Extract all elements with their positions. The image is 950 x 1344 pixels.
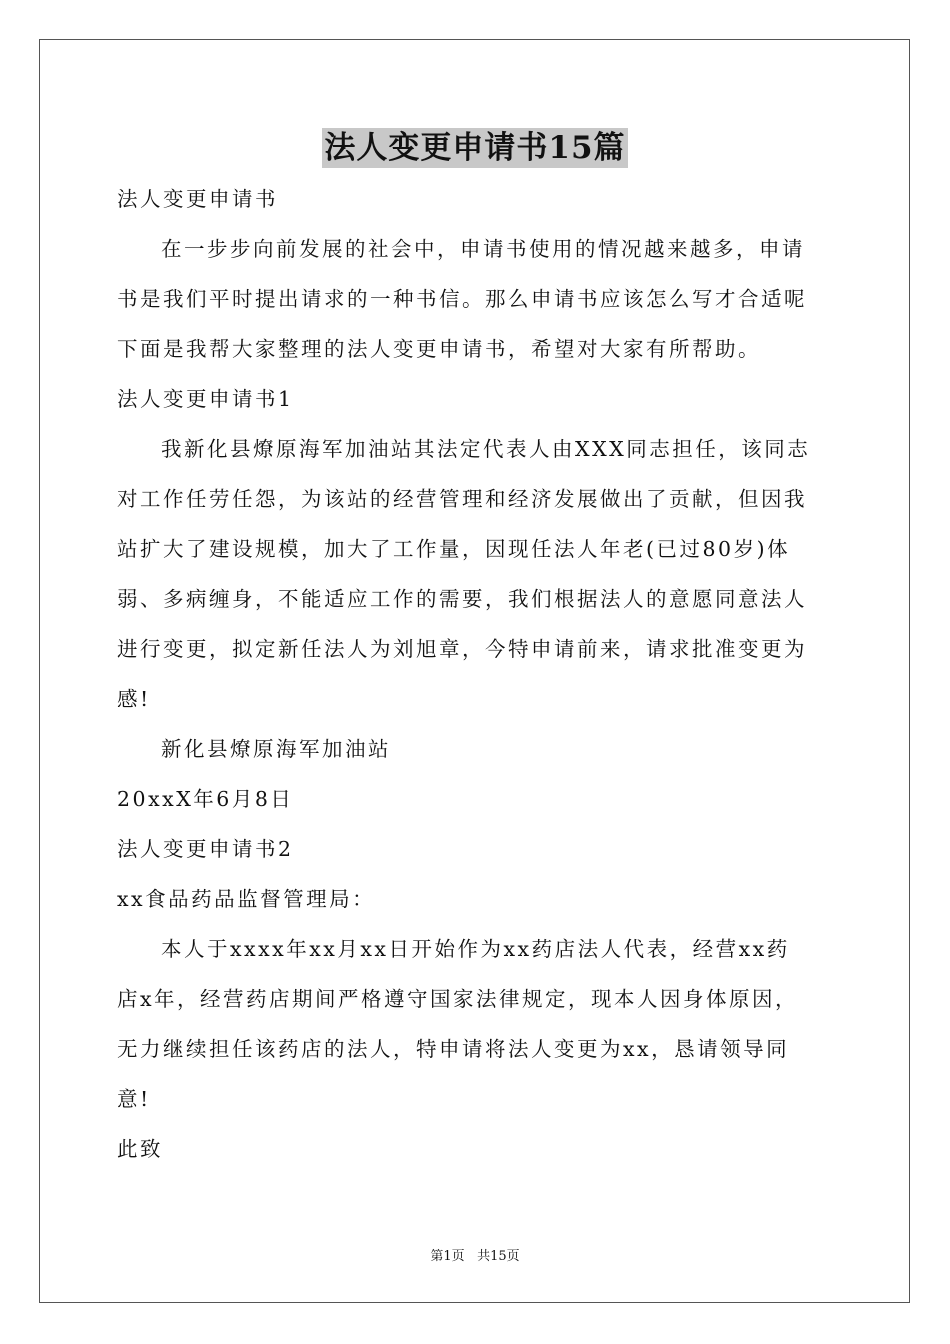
closing-salutation: 此致 (117, 1137, 163, 1161)
section-heading: 法人变更申请书 (117, 187, 278, 211)
paragraph-line: 对工作任劳任怨，为该站的经营管理和经济发展做出了贡献，但因我 (117, 487, 807, 511)
page-border (39, 39, 910, 1303)
signature-organization: 新化县燎原海军加油站 (161, 737, 391, 761)
paragraph-line: 感! (117, 687, 151, 711)
paragraph-line: 本人于xxxx年xx月xx日开始作为xx药店法人代表，经营xx药 (161, 937, 790, 961)
title-container (0, 128, 950, 168)
paragraph-line: 进行变更，拟定新任法人为刘旭章，今特申请前来，请求批准变更为 (117, 637, 807, 661)
section-heading: 法人变更申请书1 (117, 387, 294, 411)
paragraph-line: 在一步步向前发展的社会中，申请书使用的情况越来越多，申请 (161, 237, 805, 261)
paragraph-line: 书是我们平时提出请求的一种书信。那么申请书应该怎么写才合适呢 (117, 287, 807, 311)
paragraph-line: 无力继续担任该药店的法人，特申请将法人变更为xx，恳请领导同 (117, 1037, 790, 1061)
paragraph-line: 意! (117, 1087, 151, 1111)
page-number: 第1页 (430, 1249, 465, 1264)
addressee: xx食品药品监督管理局： (117, 887, 376, 911)
paragraph-line: 我新化县燎原海军加油站其法定代表人由XXX同志担任，该同志 (161, 437, 811, 461)
page-footer (0, 1249, 950, 1265)
paragraph-line: 弱、多病缠身，不能适应工作的需要，我们根据法人的意愿同意法人 (117, 587, 807, 611)
paragraph-line: 店x年，经营药店期间严格遵守国家法律规定，现本人因身体原因， (117, 987, 799, 1011)
paragraph-line: 下面是我帮大家整理的法人变更申请书，希望对大家有所帮助。 (117, 337, 761, 361)
document-title: 法人变更申请书15篇 (324, 130, 626, 166)
signature-date: 20xxX年6月8日 (117, 787, 294, 811)
section-heading: 法人变更申请书2 (117, 837, 294, 861)
total-pages: 共15页 (477, 1249, 520, 1264)
paragraph-line: 站扩大了建设规模，加大了工作量，因现任法人年老(已过80岁)体 (117, 537, 791, 561)
